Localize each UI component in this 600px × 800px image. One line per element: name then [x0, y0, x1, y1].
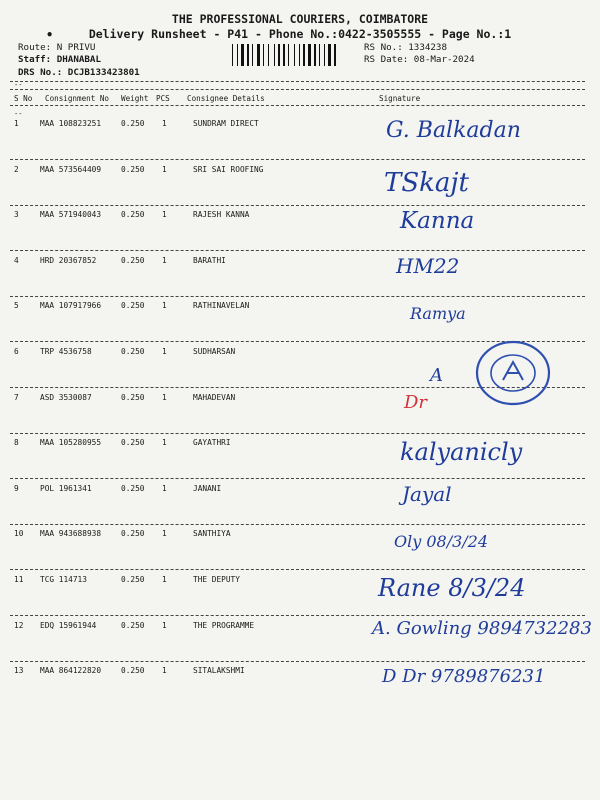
cell-consignment: POL 1961341	[40, 483, 92, 493]
cell-pcs: 1	[162, 347, 167, 356]
cell-consignee: MAHADEVAN	[193, 392, 236, 402]
signature-handwriting: Jayal	[402, 482, 452, 506]
barcode-bar	[257, 44, 260, 66]
row-divider	[10, 159, 585, 160]
cell-sno: 12	[14, 620, 24, 630]
cell-weight: 0.250	[121, 301, 145, 311]
cell-pcs: 1	[162, 164, 167, 174]
divider	[10, 105, 585, 106]
cell-consignment: MAA 571940043	[40, 210, 102, 220]
cell-sno: 4	[14, 255, 19, 265]
cell-pcs: 1	[162, 529, 167, 539]
barcode-bar	[274, 44, 275, 66]
signature-handwriting: Ramya	[410, 304, 466, 323]
cell-sno: 5	[14, 301, 19, 311]
bullet-mark: •	[46, 28, 54, 42]
signature-handwriting: D Dr 9789876231	[382, 666, 546, 687]
cell-pcs: 1	[162, 392, 167, 402]
cell-pcs: 1	[162, 438, 167, 448]
signature-handwriting: Rane 8/3/24	[378, 574, 526, 602]
col-header-sno: S No	[14, 94, 33, 103]
cell-consignment: MAA 108823251	[40, 119, 102, 128]
cell-consignment: HRD 20367852	[40, 255, 97, 265]
staff-label: Staff: DHANABAL	[18, 54, 101, 65]
cell-consignee: THE PROGRAMME	[193, 620, 255, 630]
barcode-bar	[268, 44, 269, 66]
signature-handwriting: G. Balkadan	[386, 118, 521, 143]
cell-sno: 7	[14, 392, 19, 402]
signature-handwriting: Kanna	[400, 208, 475, 234]
cell-consignee: RAJESH KANNA	[193, 210, 250, 220]
cell-pcs: 1	[162, 301, 167, 311]
cell-consignee: JANANI	[193, 483, 222, 493]
cell-consignee: THE DEPUTY	[193, 575, 240, 584]
barcode-bar	[283, 44, 285, 66]
row-divider	[10, 524, 585, 525]
signature-handwriting: A	[430, 365, 443, 386]
barcode-bar	[252, 44, 253, 66]
row-divider	[10, 661, 585, 662]
cell-consignment: ASD 3530087	[40, 392, 92, 402]
cell-consignee: RATHINAVELAN	[193, 301, 250, 311]
barcode-bar	[237, 44, 238, 66]
cell-pcs: 1	[162, 119, 167, 128]
cell-consignment: MAA 107917966	[40, 301, 102, 311]
cell-consignment: TCG 114713	[40, 575, 87, 584]
divider	[10, 89, 585, 90]
signature-handwriting: HM22	[396, 254, 460, 278]
cell-consignee: SUDHARSAN	[193, 347, 236, 356]
cell-weight: 0.250	[121, 255, 145, 265]
tick-mark: --	[14, 81, 23, 89]
cell-consignment: MAA 573564409	[40, 164, 102, 174]
row-divider	[10, 615, 585, 616]
cell-pcs: 1	[162, 620, 167, 630]
cell-consignee: BARATHI	[193, 255, 226, 265]
cell-weight: 0.250	[121, 438, 145, 448]
barcode-bar	[263, 44, 264, 66]
cell-sno: 13	[14, 666, 24, 676]
cell-consignment: MAA 864122820	[40, 666, 102, 676]
cell-weight: 0.250	[121, 620, 145, 630]
cell-consignee: SANTHIYA	[193, 529, 231, 539]
cell-weight: 0.250	[121, 119, 145, 128]
drs-number: DRS No.: DCJB133423801	[18, 67, 140, 78]
col-header-consignee: Consignee Details	[187, 94, 265, 103]
cell-sno: 1	[14, 119, 19, 128]
cell-weight: 0.250	[121, 164, 145, 174]
cell-weight: 0.250	[121, 529, 145, 539]
signature-handwriting: TSkajt	[384, 168, 469, 198]
delivery-stamp	[467, 338, 553, 408]
cell-sno: 11	[14, 575, 24, 584]
signature-handwriting: Oly 08/3/24	[394, 532, 489, 551]
runsheet-subtitle: Delivery Runsheet - P41 - Phone No.:0422-3505555 - Page No.:1	[88, 27, 512, 41]
cell-weight: 0.250	[121, 347, 145, 356]
row-divider	[10, 250, 585, 251]
barcode-bar	[278, 44, 280, 66]
cell-consignee: SRI SAI ROOFING	[193, 164, 264, 174]
signature-handwriting: kalyanicly	[400, 438, 523, 466]
cell-pcs: 1	[162, 255, 167, 265]
cell-weight: 0.250	[121, 666, 145, 676]
barcode-bar	[324, 44, 325, 66]
barcode-image	[232, 44, 358, 66]
barcode-bar	[232, 44, 233, 66]
row-divider	[10, 205, 585, 206]
signature-handwriting: Dr	[404, 392, 428, 413]
company-title: THE PROFESSIONAL COURIERS, COIMBATORE	[171, 12, 429, 26]
cell-sno: 9	[14, 483, 19, 493]
cell-consignment: MAA 943688938	[40, 529, 102, 539]
signature-handwriting: A. Gowling 9894732283	[372, 618, 592, 639]
row-divider	[10, 478, 585, 479]
col-header-consignment: Consignment No	[45, 94, 110, 103]
rs-date: RS Date: 08-Mar-2024	[364, 54, 475, 65]
route-label: Route: N PRIVU	[18, 42, 96, 53]
col-header-weight: Weight	[121, 94, 149, 103]
row-divider	[10, 433, 585, 434]
cell-pcs: 1	[162, 210, 167, 220]
row-divider	[10, 296, 585, 297]
barcode-bar	[299, 44, 300, 66]
cell-consignment: EDQ 15961944	[40, 620, 97, 630]
barcode-bar	[319, 44, 320, 66]
cell-consignment: TRP 4536758	[40, 347, 92, 356]
cell-weight: 0.250	[121, 575, 145, 584]
tick-mark: --	[14, 110, 23, 118]
barcode-bar	[241, 44, 244, 66]
divider	[10, 81, 585, 82]
barcode-bar	[314, 44, 316, 66]
barcode-bar	[303, 44, 305, 66]
barcode-bar	[334, 44, 336, 66]
cell-consignee: SITALAKSHMI	[193, 666, 245, 676]
cell-weight: 0.250	[121, 392, 145, 402]
barcode-bar	[308, 44, 311, 66]
col-header-pcs: PCS	[156, 94, 170, 103]
cell-consignee: GAYATHRI	[193, 438, 231, 448]
barcode-bar	[247, 44, 249, 66]
barcode-bar	[328, 44, 331, 66]
cell-consignee: SUNDRAM DIRECT	[193, 119, 259, 128]
cell-sno: 8	[14, 438, 19, 448]
cell-pcs: 1	[162, 575, 167, 584]
cell-consignment: MAA 105280955	[40, 438, 102, 448]
cell-sno: 2	[14, 164, 19, 174]
barcode-bar	[288, 44, 289, 66]
stamp-logo	[503, 362, 523, 380]
cell-sno: 3	[14, 210, 19, 220]
barcode-bar	[294, 44, 295, 66]
cell-pcs: 1	[162, 483, 167, 493]
col-header-signature: Signature	[379, 94, 421, 103]
cell-sno: 10	[14, 529, 24, 539]
cell-sno: 6	[14, 347, 19, 356]
row-divider	[10, 569, 585, 570]
cell-weight: 0.250	[121, 483, 145, 493]
rs-number: RS No.: 1334238	[364, 42, 447, 53]
cell-weight: 0.250	[121, 210, 145, 220]
cell-pcs: 1	[162, 666, 167, 676]
